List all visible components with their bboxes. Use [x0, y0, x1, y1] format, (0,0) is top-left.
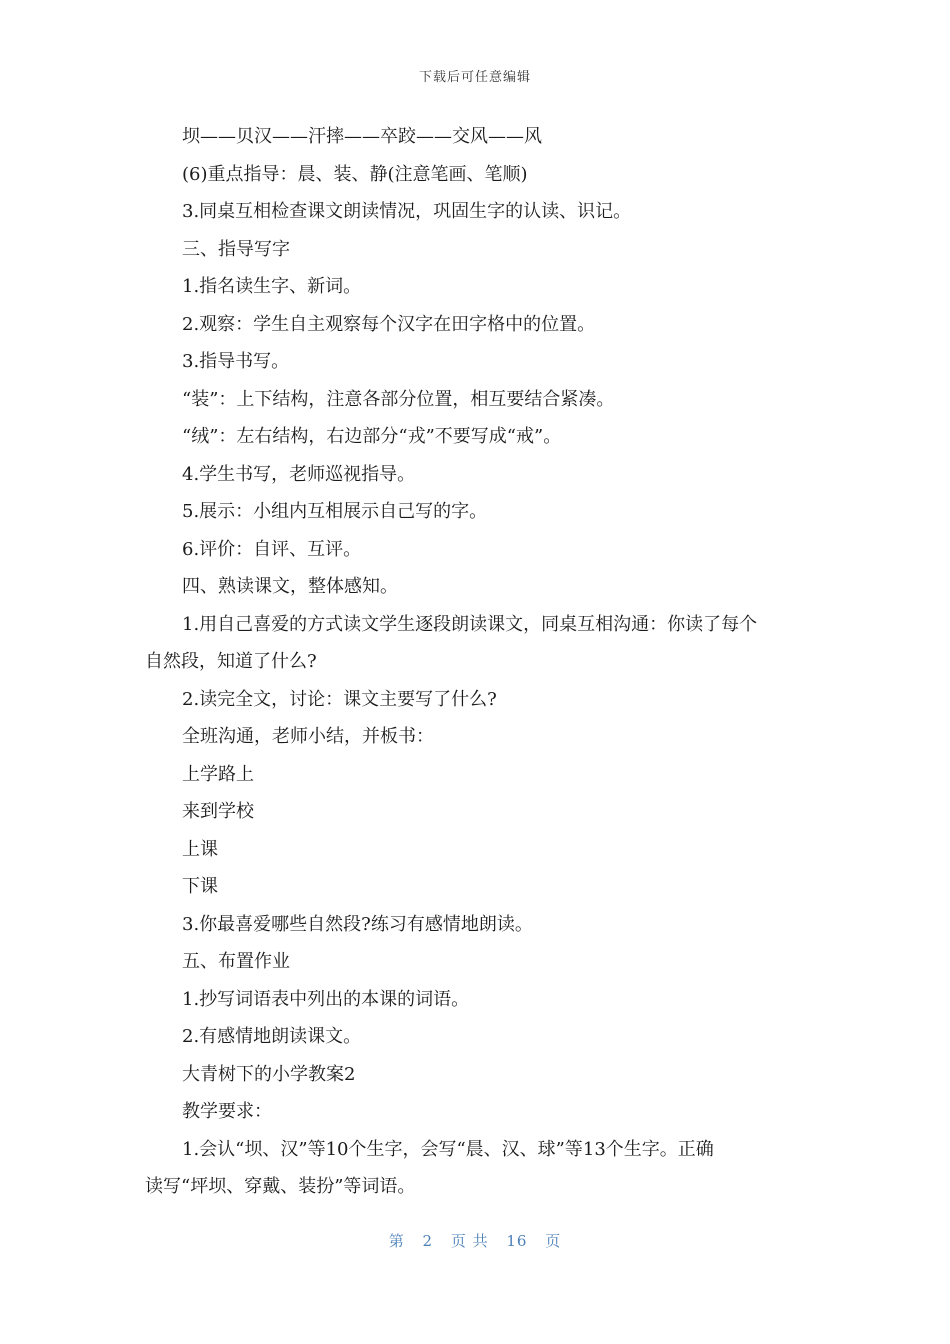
footer-word-ye: 页 — [545, 1232, 562, 1250]
text-line: 3.同桌互相检查课文朗读情况，巩固生字的认读、识记。 — [182, 201, 632, 222]
text-line: 上课 — [182, 838, 218, 860]
text-line: 2.观察：学生自主观察每个汉字在田字格中的位置。 — [182, 313, 596, 335]
text-line: (6)重点指导：晨、装、静(注意笔画、笔顺) — [182, 163, 528, 185]
footer-page-total: 16 — [506, 1232, 528, 1250]
text-line: 3.指导书写。 — [182, 351, 290, 372]
text-line: 四、熟读课文，整体感知。 — [182, 576, 398, 597]
text-line: 来到学校 — [182, 801, 254, 822]
text-line: 全班沟通，老师小结，并板书： — [182, 726, 434, 747]
text-line: 4.学生书写，老师巡视指导。 — [182, 463, 416, 485]
text-line: 五、布置作业 — [182, 951, 290, 972]
text-line: 上学路上 — [182, 763, 254, 785]
text-line: 自然段，知道了什么? — [145, 651, 317, 672]
text-line: 2.读完全文，讨论：课文主要写了什么? — [182, 688, 497, 710]
text-line: 5.展示：小组内互相展示自己写的字。 — [182, 501, 488, 522]
footer-page-current: 2 — [422, 1232, 434, 1250]
text-line: 读写“坪坝、穿戴、装扮”等词语。 — [145, 1176, 416, 1197]
text-line: “绒”：左右结构，右边部分“戎”不要写成“戒”。 — [182, 426, 562, 447]
text-line: 1.用自己喜爱的方式读文学生逐段朗读课文，同桌互相沟通：你读了每个 — [182, 613, 758, 635]
text-line: 1.指名读生字、新词。 — [182, 276, 362, 297]
text-line: 6.评价：自评、互评。 — [182, 538, 362, 560]
text-line: 大青树下的小学教案2 — [182, 1063, 356, 1085]
text-line: 坝——贝汉——汗摔——卒跤——交风——风 — [182, 126, 542, 147]
text-line: 1.会认“坝、汉”等10个生字，会写“晨、汉、球”等13个生字。正确 — [182, 1138, 714, 1160]
text-line: 3.你最喜爱哪些自然段?练习有感情地朗读。 — [182, 913, 533, 935]
text-line: 下课 — [182, 876, 218, 897]
footer-word-di: 第 — [388, 1232, 405, 1250]
page-footer — [0, 1230, 950, 1251]
text-line: 教学要求： — [182, 1101, 272, 1122]
text-line: 2.有感情地朗读课文。 — [182, 1026, 362, 1047]
text-line: 1.抄写词语表中列出的本课的词语。 — [182, 988, 470, 1010]
text-line: 三、指导写字 — [182, 238, 290, 260]
document-body — [145, 118, 805, 1206]
page-header-note: 下载后可任意编辑 — [418, 70, 531, 85]
footer-word-ye-gong: 页 共 — [450, 1232, 489, 1250]
text-line: “装”：上下结构，注意各部分位置，相互要结合紧凑。 — [182, 388, 615, 410]
